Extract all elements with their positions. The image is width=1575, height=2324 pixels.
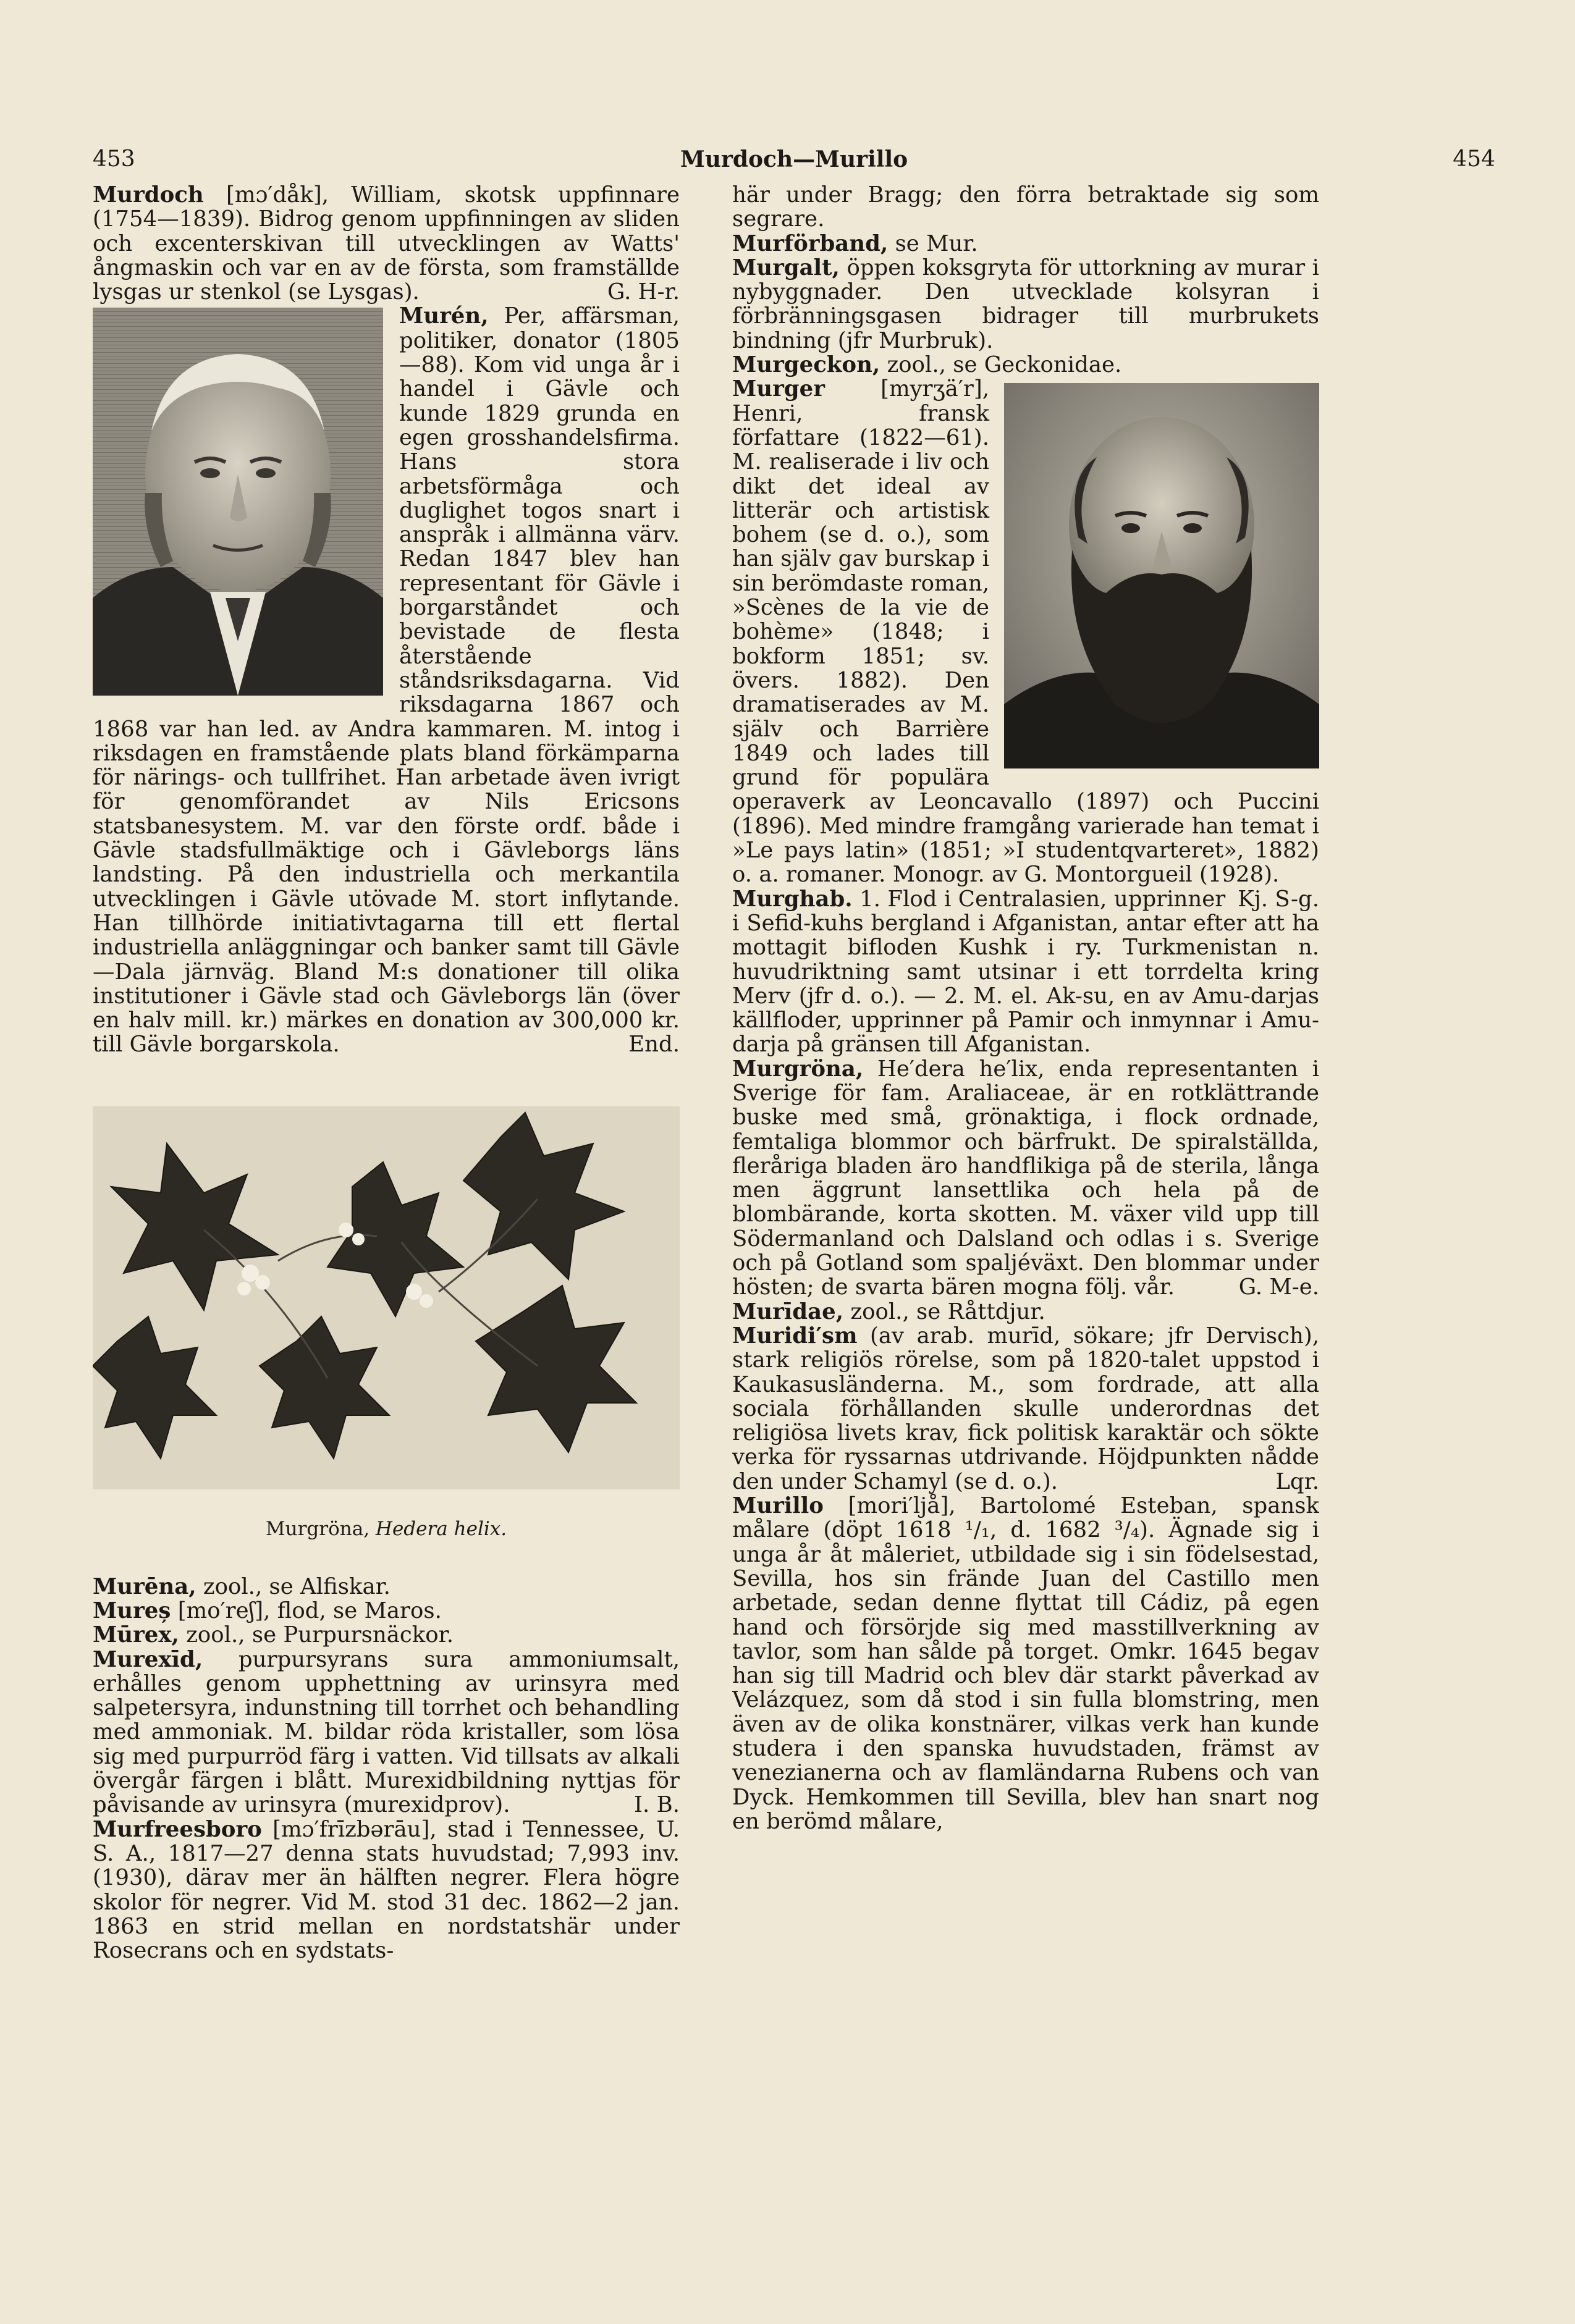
- left-column: [93, 183, 680, 2265]
- entry-body: [mɔ′frīzbərāu], stad i Tennessee, U. S. A., 1817—27 denna stats huvudstad; 7,993 inv. (1930), därav mer än hälften negrer. Flera högre skolor för negrer. Vid M. stod 31 dec. 1862—2 jan. 1863 en strid mellan en nordstatshär under Rosecrans och en sydstats-: [93, 1816, 680, 1964]
- entry-body: purpursyrans sura ammoniumsalt, erhålles genom upphettning av urinsyra med salpetersyra, indunstning till torrhet och behandling med ammoniak. M. bildar röda kristaller, som lösa sig med purpurröd färg i vatten. Vid tillsats av alkali övergår färgen i blått. Murexidbildning nyttjas för påvisande av urinsyra (murexidprov).: [93, 1646, 680, 1818]
- headword: Murgröna,: [732, 1056, 864, 1082]
- portrait-henri-murger: [1004, 383, 1319, 768]
- entry-body: 1. Flod i Centralasien, upprinner i Sefid-kuhs bergland i Afganistan, antar efter att ha mottagit bifloden Kushk i ry. Turkmenistan n. huvudriktning samt utsinar i ett torrdelta kring Merv (jfr d. o.). — 2. M. el. Ak-su, en av Amu-darjas källfloder, upprinner på Pamir och inmynnar i Amu-darja på gränsen till Afganistan.: [732, 886, 1319, 1058]
- author-signature: G. H-r.: [607, 279, 680, 305]
- entry-body: Per, affärsman, politiker, donator (1805—88). Kom vid unga år i handel i Gävle och kunde 1829 grunda en egen grosshandelsfirma. Hans stora arbetsförmåga och duglighet togos snart i anspråk i allmänna värv. Redan 1847 blev han representant för Gävle i borgarståndet och bevistade de flesta återstående ståndsriksdagarna. Vid riksdagarna 1867 och 1868 var han led. av Andra kammaren. M. intog i riksdagen en framstående plats bland förkämparna för närings- och tullfrihet. Han arbetade även ivrigt för genomförandet av Nils Ericsons statsbanesystem. M. var den förste ordf. både i Gävle stadsfullmäktige och i Gävleborgs läns landsting. På den industriella och merkantila utvecklingen i Gävle utövade M. stort inflytande. Han tillhörde initiativtagarna till ett flertal industriella anläggningar och banker samt till Gävle—Dala järnväg. Bland M:s donationer till olika institutioner i Gävle stad och Gävleborgs län (över en halv mill. kr.) märkes en donation av 300,000 kr. till Gävle borgarskola.: [93, 303, 680, 1058]
- entry-body: zool., se Geckonidae.: [887, 352, 1122, 378]
- entry-muridae: [732, 1300, 1319, 1324]
- headword: Murillo: [732, 1493, 824, 1519]
- headword: Murghab.: [732, 886, 853, 912]
- headword: Mūrex,: [93, 1622, 179, 1648]
- running-header: [93, 141, 1495, 178]
- portrait-per-muren: [93, 308, 383, 696]
- image-caption: [93, 1514, 680, 1544]
- author-signature: I. B.: [634, 1792, 680, 1818]
- entry-murgeckon: [732, 353, 1319, 377]
- headword: Murförband,: [732, 230, 889, 256]
- entry-muridism: [732, 1324, 1319, 1494]
- entry-murforband: [732, 232, 1319, 256]
- entry-murgrona: [732, 1057, 1319, 1300]
- right-column: [732, 183, 1319, 2265]
- headword: Murīdae,: [732, 1299, 844, 1324]
- page-number-left: 453: [93, 146, 135, 172]
- headword: Murēna,: [93, 1573, 196, 1599]
- entry-body: He′dera he′lix, enda representanten i Sverige för fam. Araliaceae, är en rotklättrande buske med små, grönaktiga, i flock ordnade, femtaliga blommor och bärfrukt. De spiralställda, fleråriga bladen äro handflikiga på de sterila, långa men äggrunt lansettlika och hela på de blombärande, korta skotten. M. växer vild upp till Södermanland och Dalsland och odlas i s. Sverige och på Gotland som spaljéväxt. Den blommar under hösten; de svarta bären mogna följ. vår.: [732, 1056, 1319, 1300]
- headword: Murexīd,: [93, 1646, 203, 1672]
- entry-body: zool., se Purpursnäckor.: [186, 1622, 454, 1648]
- entry-murex: [93, 1623, 680, 1647]
- author-signature: G. M-e.: [1238, 1274, 1319, 1300]
- headword: Murfreesboro: [93, 1816, 262, 1842]
- author-signature: Kj. S-g.: [1238, 886, 1319, 912]
- entry-body: (av arab. murīd, sökare; jfr Dervisch), stark religiös rörelse, som på 1820-talet uppstod i Kaukasusländerna. M., som fordrade, att alla sociala förhållanden skulle underordnas det religiösa livets krav, fick politisk karaktär och sökte verka för ryssarnas utdrivande. Höjdpunkten nådde den under Schamyl (se d. o.).: [732, 1323, 1319, 1494]
- entry-murena: [93, 1575, 680, 1599]
- headword: Murgeckon,: [732, 352, 880, 378]
- headword: Murger: [732, 376, 825, 402]
- entry-body: zool., se Råttdjur.: [850, 1299, 1045, 1324]
- entry-muren: [93, 304, 680, 1056]
- entry-mures: [93, 1599, 680, 1623]
- caption-common-name: Murgröna,: [265, 1517, 370, 1540]
- entry-body: [mɔ′dåk], William, skotsk uppfinnare (1754—1839). Bidrog genom uppfinningen av sliden och excenterskivan till utvecklingen av Watts' ångmaskin och var en av de första, som framställde lysgas ur stenkol (se Lysgas).: [93, 183, 680, 305]
- headword: Muridi′sm: [732, 1323, 858, 1349]
- entry-body: [mo′reʃ], flod, se Maros.: [177, 1598, 442, 1623]
- entry-body: [mori′ljå], Bartolomé Esteban, spansk målare (döpt 1618 ¹/₁, d. 1682 ³/₄). Ägnade sig i unga år åt måleriet, utbildade sig i sin födelsestad, Sevilla, hos sin frände Juan del Castillo men arbetade, sedan denne flyttat till Cádiz, på egen hand och försörjde sig med masstillverkning av tavlor, som han sålde på torget. Omkr. 1645 begav han sig till Madrid och blev där starkt påverkad av Velázquez, som då stod i sin fulla blomstring, men även av de olika konstnärer, vilkas verk han kunde studera i den spanska huvudstaden, främst av venezianerna och av flamländarna Rubens och van Dyck. Hemkommen till Sevilla, blev han snart nog en berömd målare,: [732, 1493, 1319, 1834]
- headword: Murdoch: [93, 183, 204, 208]
- entry-body: zool., se Alfiskar.: [203, 1573, 391, 1599]
- page-number-right: 454: [1453, 146, 1495, 172]
- entry-murdoch: [93, 183, 680, 304]
- headword: Mureș: [93, 1598, 171, 1623]
- headword: Murgalt,: [732, 255, 840, 280]
- entry-body: öppen koksgryta för uttorkning av murar i nybyggnader. Den utvecklade kolsyran i förbränningsgasen bidrager till murbrukets bindning (jfr Murbruk).: [732, 255, 1319, 353]
- running-title: Murdoch—Murillo: [680, 146, 908, 172]
- continued-text: här under Bragg; den förra betraktade sig som segrare.: [732, 183, 1319, 232]
- entry-body: se Mur.: [895, 230, 978, 256]
- entry-murillo: [732, 1494, 1319, 1834]
- entry-murfreesboro: [93, 1817, 680, 1963]
- author-signature: Lqr.: [1275, 1468, 1319, 1494]
- author-signature: End.: [628, 1032, 680, 1058]
- ivy-illustration: [93, 1106, 680, 1544]
- headword: Murén,: [399, 303, 489, 329]
- entry-body: [myrʒä′r], Henri, fransk författare (1822—61). M. realiserade i liv och dikt det ideal av litterär och artistisk bohem (se d. o.), som han själv gav burskap i sin berömdaste roman, »Scènes de la vie de bohème» (1848; i bokform 1851; sv. övers. 1882). Den dramatiserades av M. själv och Barrière 1849 och lades till grund för populära operaverk av Leoncavallo (1897) och Puccini (1896). Med mindre framgång varierade han temat i »Le pays latin» (1851; »I studentqvarteret», 1882) o. a. romaner. Monogr. av G. Montorgueil (1928).: [732, 376, 1319, 888]
- entry-murexid: [93, 1648, 680, 1817]
- entry-continuation: [732, 183, 1319, 232]
- entry-murghab: [732, 887, 1319, 1057]
- caption-scientific-name: Hedera helix.: [375, 1517, 507, 1540]
- entry-murgalt: [732, 256, 1319, 353]
- ivy-photo: [93, 1106, 680, 1489]
